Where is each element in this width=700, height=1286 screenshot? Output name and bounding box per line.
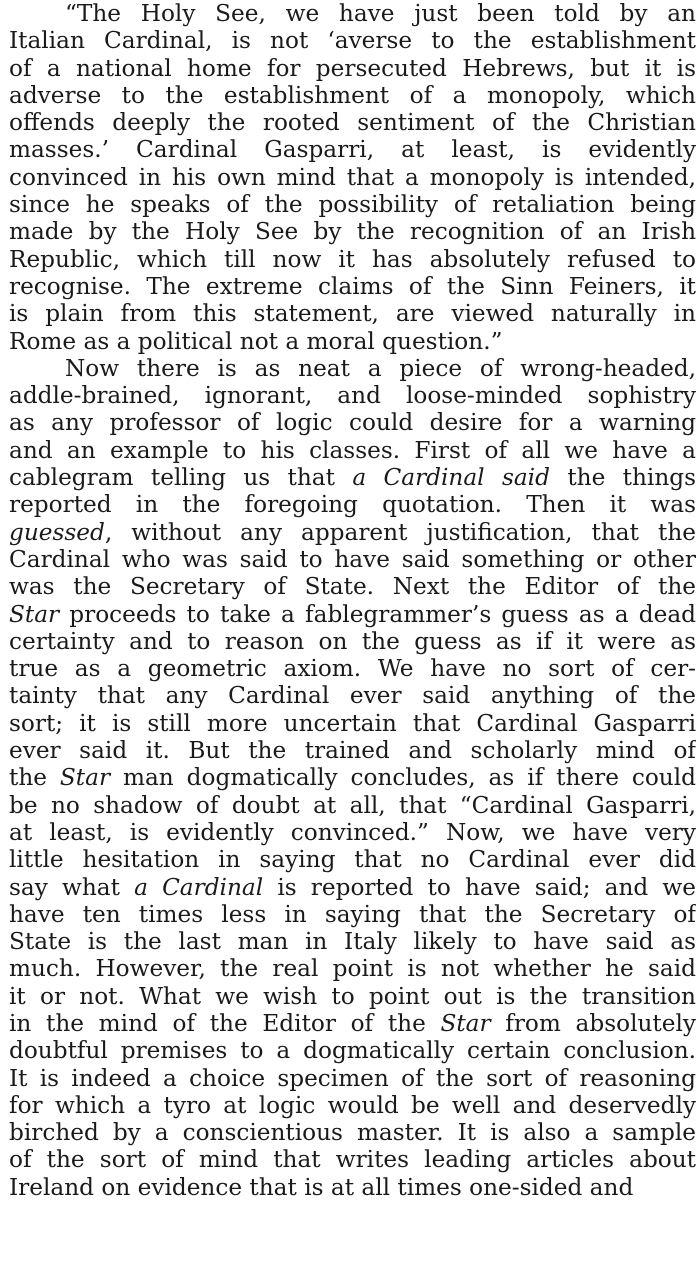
text-line xyxy=(9,983,696,1010)
text-line xyxy=(9,136,696,163)
text-run: is reported to have said; and we xyxy=(263,873,696,901)
text-line xyxy=(9,382,696,409)
text-line xyxy=(9,1119,696,1146)
text-line xyxy=(9,519,696,546)
text-run: doubtful premises to a dogmatically certain conclusion. xyxy=(9,1037,696,1065)
text-run: Ireland on evidence that is at all times one-sided and xyxy=(9,1173,634,1201)
text-line xyxy=(9,601,696,628)
text-run: the things xyxy=(549,464,696,492)
text-line xyxy=(9,273,696,300)
text-run: Cardinal who was said to have said something or other xyxy=(9,545,696,573)
text-line xyxy=(9,792,696,819)
text-run: made by the Holy See by the recognition of an Irish xyxy=(9,218,696,246)
text-line xyxy=(9,0,696,27)
document-body xyxy=(9,0,696,1201)
text-line xyxy=(9,1065,696,1092)
text-line xyxy=(9,491,696,518)
text-line xyxy=(9,464,696,491)
text-line xyxy=(9,355,696,382)
text-run: of a national home for persecuted Hebrews, but it is xyxy=(9,54,696,82)
text-line xyxy=(9,246,696,273)
text-run: was the Secretary of State. Next the Editor of the xyxy=(9,573,696,601)
italic-text: guessed xyxy=(9,518,105,546)
text-line xyxy=(9,409,696,436)
text-line xyxy=(9,710,696,737)
paragraph-quote xyxy=(9,0,696,355)
text-line xyxy=(9,928,696,955)
text-line xyxy=(9,82,696,109)
text-line xyxy=(9,901,696,928)
text-run: the xyxy=(9,764,60,792)
text-run: certainty and to reason on the guess as if it were as xyxy=(9,627,696,655)
text-run: offends deeply the rooted sentiment of the Christian xyxy=(9,109,696,137)
text-line xyxy=(9,737,696,764)
text-run: have ten times less in saying that the Secretary of xyxy=(9,900,696,928)
text-line xyxy=(9,1010,696,1037)
text-run: birched by a conscientious master. It is also a sample xyxy=(9,1119,696,1147)
text-run: as any professor of logic could desire for a warning xyxy=(9,409,696,437)
text-run: proceeds to take a fablegrammer’s guess as a dead xyxy=(59,600,696,628)
text-run: Republic, which till now it has absolutely refused to xyxy=(9,245,696,273)
text-line xyxy=(9,218,696,245)
text-line xyxy=(9,655,696,682)
italic-text: a Cardinal said xyxy=(352,464,550,492)
text-line xyxy=(9,573,696,600)
text-run: masses.’ Cardinal Gasparri, at least, is evidently xyxy=(9,136,696,164)
text-run: sort; it is still more uncertain that Cardinal Gasparri xyxy=(9,709,696,737)
text-run: State is the last man in Italy likely to have said as xyxy=(9,928,696,956)
text-run: of the sort of mind that writes leading articles about xyxy=(9,1146,696,1174)
text-line xyxy=(9,1174,696,1201)
text-line xyxy=(9,764,696,791)
text-run: for which a tyro at logic would be well and deservedly xyxy=(9,1091,696,1119)
text-run: convinced in his own mind that a monopoly is intended, xyxy=(9,163,696,191)
italic-text: Star xyxy=(59,764,111,792)
text-run: true as a geometric axiom. We have no sort of cer- xyxy=(9,655,696,683)
text-line xyxy=(9,955,696,982)
text-run: It is indeed a choice specimen of the sort of reasoning xyxy=(9,1064,696,1092)
text-run: Now there is as neat a piece of wrong-headed, xyxy=(65,354,696,382)
text-line xyxy=(9,819,696,846)
text-run: it or not. What we wish to point out is the transition xyxy=(9,982,696,1010)
text-run: say what xyxy=(9,873,135,901)
text-line xyxy=(9,682,696,709)
text-line xyxy=(9,109,696,136)
text-line xyxy=(9,1037,696,1064)
text-run: since he speaks of the possibility of retaliation being xyxy=(9,191,696,219)
text-run: man dogmatically concludes, as if there could xyxy=(110,764,696,792)
paragraph-commentary xyxy=(9,355,696,1201)
text-run: much. However, the real point is not whether he said xyxy=(9,955,696,983)
italic-text: a Cardinal xyxy=(134,873,264,901)
text-line xyxy=(9,1146,696,1173)
text-line xyxy=(9,628,696,655)
document-page xyxy=(9,0,696,1201)
text-run: ever said it. But the trained and scholarly mind of xyxy=(9,737,696,765)
italic-text: Star xyxy=(9,600,60,628)
text-line xyxy=(9,874,696,901)
text-run: from absolutely xyxy=(490,1009,696,1037)
text-line xyxy=(9,191,696,218)
italic-text: Star xyxy=(440,1009,491,1037)
text-line xyxy=(9,846,696,873)
text-run: addle-brained, ignorant, and loose-minded sophistry xyxy=(9,382,696,410)
text-run: little hesitation in saying that no Cardinal ever did xyxy=(9,846,696,874)
text-line xyxy=(9,27,696,54)
text-run: be no shadow of doubt at all, that “Cardinal Gasparri, xyxy=(9,791,696,819)
text-run: recognise. The extreme claims of the Sinn Feiners, it xyxy=(9,272,696,300)
text-line xyxy=(9,1092,696,1119)
text-run: , without any apparent justification, that the xyxy=(104,518,696,546)
text-line xyxy=(9,328,696,355)
text-run: is plain from this statement, are viewed naturally in xyxy=(9,300,696,328)
text-line xyxy=(9,437,696,464)
text-run: in the mind of the Editor of the xyxy=(9,1009,441,1037)
text-run: at least, is evidently convinced.” Now, we have very xyxy=(9,818,696,846)
text-line xyxy=(9,546,696,573)
text-run: Rome as a political not a moral question.” xyxy=(9,327,503,355)
text-run: tainty that any Cardinal ever said anything of the xyxy=(9,682,696,710)
text-line xyxy=(9,164,696,191)
text-run: cablegram telling us that xyxy=(9,464,353,492)
text-run: reported in the foregoing quotation. Then it was xyxy=(9,491,696,519)
text-run: “The Holy See, we have just been told by an xyxy=(65,0,696,27)
text-run: adverse to the establishment of a monopoly, which xyxy=(9,81,696,109)
text-line xyxy=(9,55,696,82)
text-line xyxy=(9,300,696,327)
text-run: and an example to his classes. First of all we have a xyxy=(9,436,696,464)
text-run: Italian Cardinal, is not ‘averse to the establishment xyxy=(9,27,696,55)
